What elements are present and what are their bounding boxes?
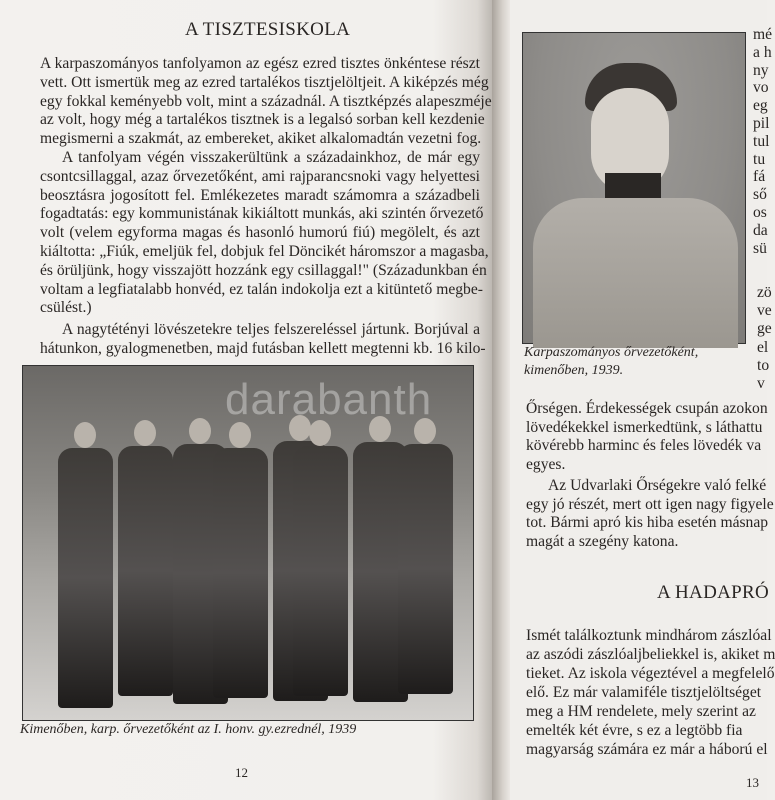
- watermark-logo: darabanth: [225, 375, 433, 424]
- text-line: magát a szegény katona.: [526, 532, 679, 550]
- text-line: A karpaszományos tanfolyamon az egész ezred tisztes önkéntese részt: [40, 55, 480, 72]
- soldier-figure: [398, 444, 453, 694]
- text-line: tieket. Az iskola végeztével a megfelelő: [526, 665, 775, 682]
- text-line: Az Udvarlaki Őrségekre való felké: [548, 477, 767, 494]
- column-fragment: a h: [753, 43, 772, 61]
- text-line: kövérebb harminc és feles lövedék va: [526, 437, 762, 454]
- column-fragment: da: [753, 221, 768, 239]
- portrait-caption-2: kimenőben, 1939.: [524, 363, 624, 378]
- column-fragment: eg: [753, 97, 768, 115]
- text-line: volt (velem egyforma magas és hasonló humorú fiú) megölelt, és azt: [40, 224, 480, 242]
- column-fragment: mé: [753, 26, 773, 43]
- text-line: fogadtatás: egy kommunistának kikiáltott munkás, aki szintén őrvezető: [40, 205, 484, 223]
- text-line: egyes.: [526, 455, 566, 473]
- column-fragment: zö: [757, 284, 772, 301]
- text-line: A tanfolyam végén visszakerültünk a századainkhoz, de már egy: [62, 149, 480, 166]
- text-line: kiáltotta: „Fiúk, emeljük fel, dobjuk fel Döncikét háromszor a magasba,: [40, 243, 489, 260]
- page-number-right: 13: [746, 775, 759, 790]
- text-line: az volt, hogy még a tartalékos tisztnek is a legalsó sorban kell kezdenie: [40, 111, 485, 129]
- column-fragment: v: [757, 375, 765, 392]
- text-line: csontcsillaggal, azaz őrvezetőként, ami rajparancsnoki vagy helyettesi: [40, 167, 480, 185]
- text-line: beosztásra jogosított fel. Emlékezetes maradt számomra a századbeli: [40, 186, 480, 204]
- column-fragment: ge: [757, 320, 772, 338]
- text-line: A nagytétényi lövészetekre teljes felszereléssel jártunk. Borjúval a: [62, 321, 480, 339]
- soldier-head: [134, 420, 156, 446]
- column-fragment: ső: [753, 186, 767, 204]
- column-fragment: el: [757, 338, 769, 356]
- text-line: egy fokkal keményebb volt, mint a századnál. A tisztképzés alapeszméje: [40, 92, 492, 110]
- text-line: tot. Bármi apró kis hiba esetén másnap: [526, 514, 769, 531]
- soldier-figure: [58, 448, 113, 708]
- text-line: meg a HM rendelete, mely szerint az: [526, 703, 756, 720]
- text-line: Ismét találkoztunk mindhárom zászlóal: [526, 627, 772, 644]
- soldier-figure: [118, 446, 173, 696]
- column-fragment: ny: [753, 61, 769, 79]
- text-line: egy jó részét, mert ott igen nagy figyele: [526, 495, 774, 513]
- text-line: magyarság számára ez már a háború el: [526, 741, 768, 758]
- text-line: voltam a legfiatalabb honvéd, ez talán indokolja ezt a kitüntető megbe-: [40, 280, 483, 298]
- column-fragment: to: [757, 356, 770, 374]
- text-line: az aszódi zászlóaljbeliekkel is, akiket m: [526, 646, 775, 663]
- text-line: emelték két évre, s ez a legtöbb fia: [526, 722, 743, 739]
- soldier-figure: [213, 448, 268, 698]
- soldier-figure: [293, 446, 348, 696]
- section-heading: A HADAPRÓ: [657, 582, 769, 603]
- text-line: hátunkon, gyalogmenetben, majd futásban kellett megtenni kb. 16 kilo-: [40, 340, 486, 357]
- text-line: megismerni a szakmát, az embereket, akiket alkalomadtán vezetni fog.: [40, 130, 482, 148]
- column-fragment: sü: [753, 239, 767, 257]
- page-number-left: 12: [235, 765, 248, 780]
- chapter-title: A TISZTESISKOLA: [185, 19, 351, 40]
- text-line: csülést.): [40, 299, 92, 317]
- column-fragment: os: [753, 204, 767, 221]
- column-fragment: tu: [753, 150, 766, 168]
- soldier-head: [229, 422, 251, 448]
- text-line: lövedékekkel ismerkedtünk, s láthattu: [526, 418, 763, 436]
- text-line: vett. Ott ismertük meg az ezred tartalékos tisztjelöltjeit. A kiképzés még: [40, 73, 489, 91]
- soldier-head: [189, 418, 211, 444]
- text-line: Őrségen. Érdekességek csupán azokon: [526, 400, 768, 417]
- column-fragment: tul: [753, 132, 770, 150]
- column-fragment: vo: [753, 79, 769, 97]
- column-fragment: fá: [753, 168, 766, 186]
- book-gutter: [492, 0, 510, 800]
- text-line: és örüljünk, hogy visszajött hozzánk egy csillaggal!" (Századunkban én: [40, 261, 487, 279]
- portrait-photo: [522, 32, 746, 344]
- group-photo-caption: Kimenőben, karp. őrvezetőként az I. honv. gy.ezrednél, 1939: [20, 722, 357, 737]
- column-fragment: pil: [753, 115, 770, 132]
- soldier-head: [74, 422, 96, 448]
- column-fragment: ve: [757, 302, 772, 320]
- text-line: elő. Ez már valamiféle tisztjelöltséget: [526, 684, 762, 701]
- portrait-caption-1: Karpaszományos őrvezetőként,: [524, 345, 699, 360]
